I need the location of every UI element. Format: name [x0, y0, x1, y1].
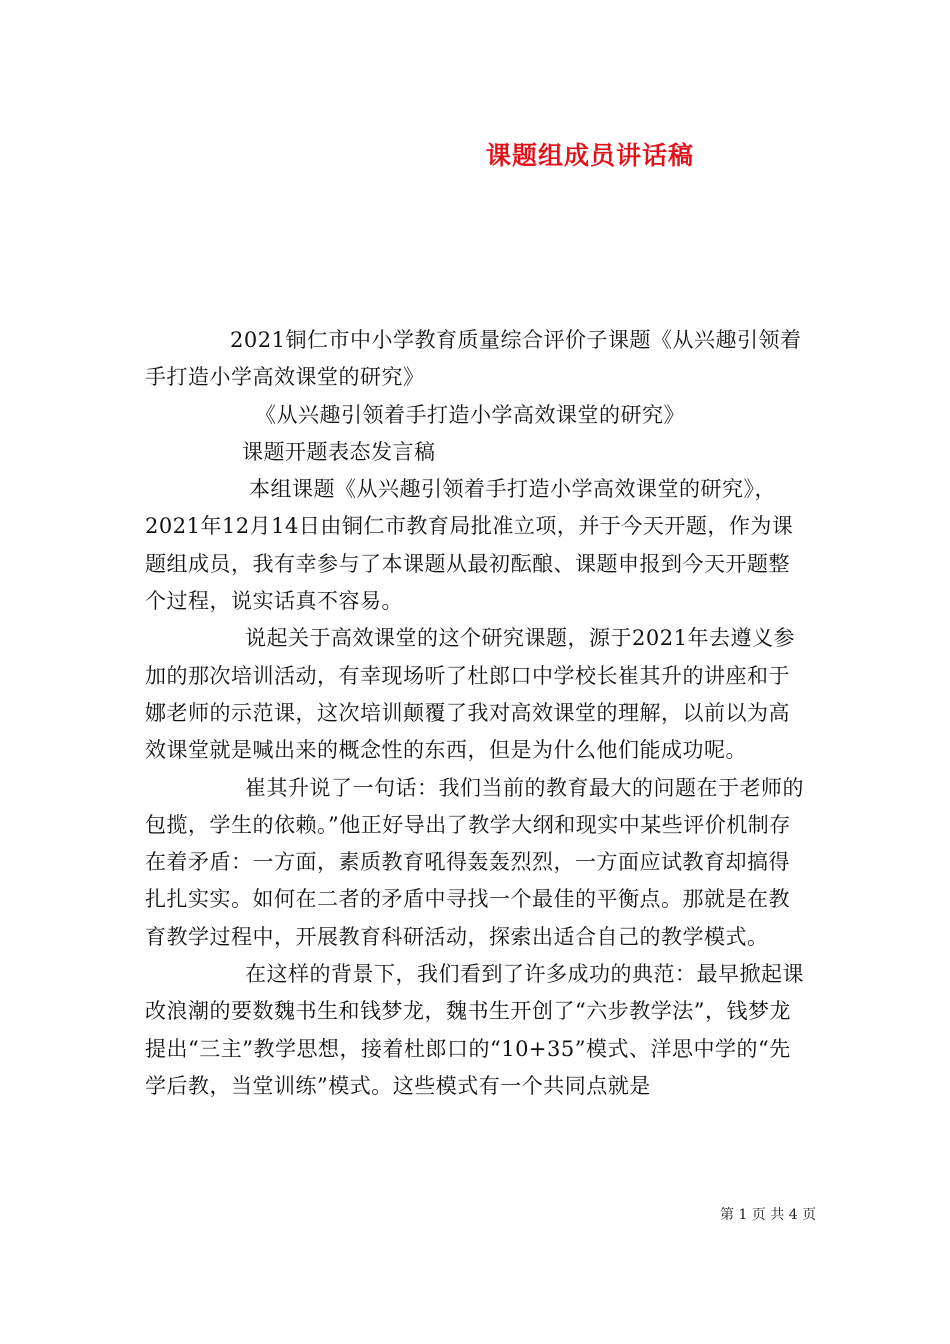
paragraph-subject: 2021铜仁市中小学教育质量综合评价子课题《从兴趣引领着手打造小学高效课堂的研究》: [145, 328, 802, 390]
paragraph-examples: 在这样的背景下，我们看到了许多成功的典范：最早掀起课改浪潮的要数魏书生和钱梦龙，魏书生开创了“六步教学法”，钱梦龙提出“三主”教学思想，接着杜郎口的“10+35”模式、洋思中学的“先学后教，当堂训练”模式。这些模式有一个共同点就是: [145, 962, 804, 1098]
paragraph-heading: 课题开题表态发言稿: [242, 439, 436, 464]
paragraph-intro: 本组课题《从兴趣引领着手打造小学高效课堂的研究》，2021年12月14日由铜仁市教育局批准立项，并于今天开题，作为课题组成员，我有幸参与了本课题从最初酝酿、课题申报到今天开题整个过程，说实话真不容易。: [145, 477, 794, 614]
paragraph-topic: 《从兴趣引领着手打造小学高效课堂的研究》: [255, 402, 685, 427]
paragraph-quote: 崔其升说了一句话：我们当前的教育最大的问题在于老师的包揽，学生的依赖。”他正好导出了教学大纲和现实中某些评价机制存在着矛盾：一方面，素质教育吼得轰轰烈烈，一方面应试教育却搞得扎扎实实。如何在二者的矛盾中寻找一个最佳的平衡点。那就是在教育教学过程中，开展教育科研活动，探索出适合自己的教学模式。: [145, 775, 804, 949]
document-body: [145, 322, 810, 1105]
page-number: 第 1 页 共 4 页: [720, 1207, 817, 1223]
paragraph-background: 说起关于高效课堂的这个研究课题，源于2021年去遵义参加的那次培训活动，有幸现场听了杜郎口中学校长崔其升的讲座和于娜老师的示范课，这次培训颠覆了我对高效课堂的理解，以前以为高效课堂就是喊出来的概念性的东西，但是为什么他们能成功呢。: [145, 626, 795, 763]
document-title: 课题组成员讲话稿: [485, 141, 694, 170]
